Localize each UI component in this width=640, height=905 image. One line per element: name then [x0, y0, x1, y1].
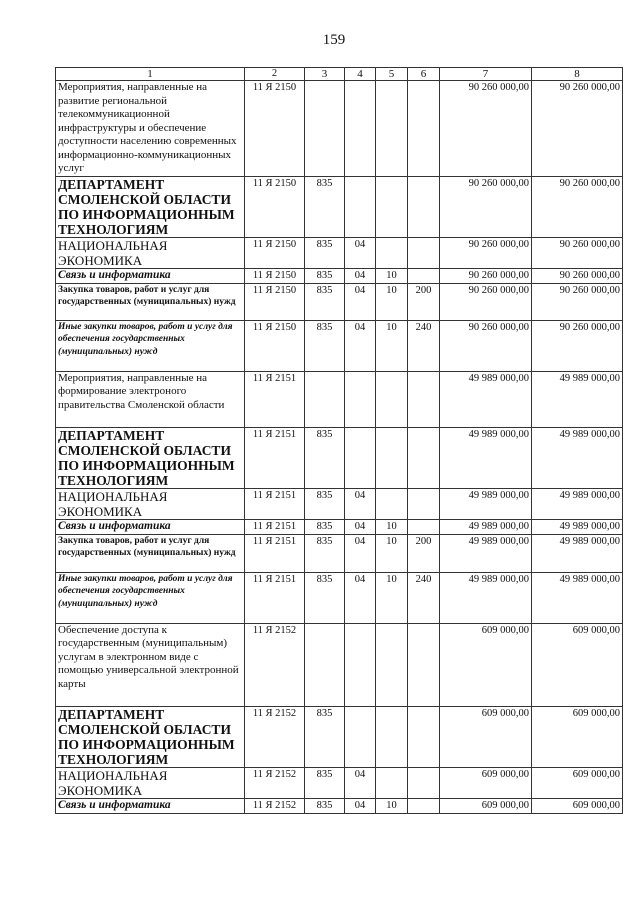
expense-type-code [408, 623, 440, 706]
amount-year-1: 90 260 000,00 [440, 237, 532, 268]
column-header-5: 5 [376, 68, 408, 81]
amount-year-1: 49 989 000,00 [440, 534, 532, 572]
subsection-code [376, 176, 408, 237]
ministry-code: 835 [305, 767, 345, 798]
table-row [56, 623, 623, 706]
subsection-code: 10 [376, 534, 408, 572]
subsection-code: 10 [376, 268, 408, 283]
expense-type-code [408, 176, 440, 237]
budget-table [55, 67, 623, 814]
amount-year-1: 49 989 000,00 [440, 427, 532, 488]
subsection-code: 10 [376, 572, 408, 623]
target-article-code: 11 Я 2150 [245, 268, 305, 283]
section-code: 04 [345, 320, 376, 371]
table-body [56, 81, 623, 814]
table-row [56, 534, 623, 572]
column-header-3: 3 [305, 68, 345, 81]
table-row [56, 283, 623, 320]
amount-year-1: 609 000,00 [440, 798, 532, 813]
table-row [56, 320, 623, 371]
expense-type-code [408, 706, 440, 767]
section-code: 04 [345, 798, 376, 813]
amount-year-1: 49 989 000,00 [440, 572, 532, 623]
section-code: 04 [345, 767, 376, 798]
amount-year-2: 90 260 000,00 [532, 320, 623, 371]
row-name: НАЦИОНАЛЬНАЯ ЭКОНОМИКА [56, 767, 245, 798]
section-code [345, 427, 376, 488]
row-name: Закупка товаров, работ и услуг для государственных (муниципальных) нужд [56, 283, 245, 320]
row-name: Закупка товаров, работ и услуг для государственных (муниципальных) нужд [56, 534, 245, 572]
subsection-code: 10 [376, 519, 408, 534]
column-header-7: 7 [440, 68, 532, 81]
amount-year-2: 90 260 000,00 [532, 268, 623, 283]
subsection-code [376, 623, 408, 706]
ministry-code [305, 623, 345, 706]
target-article-code: 11 Я 2151 [245, 427, 305, 488]
section-code: 04 [345, 488, 376, 519]
table-row [56, 767, 623, 798]
table-row [56, 519, 623, 534]
section-code [345, 371, 376, 427]
row-name: НАЦИОНАЛЬНАЯ ЭКОНОМИКА [56, 488, 245, 519]
row-name: НАЦИОНАЛЬНАЯ ЭКОНОМИКА [56, 237, 245, 268]
subsection-code [376, 488, 408, 519]
subsection-code [376, 371, 408, 427]
expense-type-code: 200 [408, 534, 440, 572]
target-article-code: 11 Я 2150 [245, 320, 305, 371]
amount-year-1: 609 000,00 [440, 706, 532, 767]
expense-type-code [408, 767, 440, 798]
section-code [345, 81, 376, 177]
table-row [56, 81, 623, 177]
amount-year-1: 49 989 000,00 [440, 371, 532, 427]
subsection-code [376, 767, 408, 798]
amount-year-1: 609 000,00 [440, 767, 532, 798]
ministry-code: 835 [305, 176, 345, 237]
table-row [56, 427, 623, 488]
ministry-code: 835 [305, 427, 345, 488]
target-article-code: 11 Я 2150 [245, 283, 305, 320]
target-article-code: 11 Я 2151 [245, 534, 305, 572]
subsection-code: 10 [376, 320, 408, 371]
target-article-code: 11 Я 2151 [245, 488, 305, 519]
amount-year-1: 90 260 000,00 [440, 283, 532, 320]
row-name: Обеспечение доступа к государственным (муниципальным) услугам в электронном виде с помощью универсальной электронной карты [56, 623, 245, 706]
table-row [56, 572, 623, 623]
amount-year-2: 609 000,00 [532, 706, 623, 767]
amount-year-2: 609 000,00 [532, 798, 623, 813]
ministry-code [305, 81, 345, 177]
subsection-code [376, 81, 408, 177]
column-header-8: 8 [532, 68, 623, 81]
table-row [56, 237, 623, 268]
target-article-code: 11 Я 2152 [245, 767, 305, 798]
target-article-code: 11 Я 2152 [245, 798, 305, 813]
expense-type-code: 200 [408, 283, 440, 320]
amount-year-1: 90 260 000,00 [440, 81, 532, 177]
section-code [345, 623, 376, 706]
expense-type-code [408, 237, 440, 268]
row-name: ДЕПАРТАМЕНТ СМОЛЕНСКОЙ ОБЛАСТИ ПО ИНФОРМАЦИОННЫМ ТЕХНОЛОГИЯМ [56, 706, 245, 767]
subsection-code [376, 427, 408, 488]
subsection-code: 10 [376, 283, 408, 320]
amount-year-2: 90 260 000,00 [532, 237, 623, 268]
target-article-code: 11 Я 2150 [245, 81, 305, 177]
target-article-code: 11 Я 2151 [245, 371, 305, 427]
subsection-code: 10 [376, 798, 408, 813]
ministry-code: 835 [305, 320, 345, 371]
expense-type-code [408, 268, 440, 283]
expense-type-code [408, 798, 440, 813]
amount-year-1: 49 989 000,00 [440, 488, 532, 519]
expense-type-code: 240 [408, 572, 440, 623]
row-name: ДЕПАРТАМЕНТ СМОЛЕНСКОЙ ОБЛАСТИ ПО ИНФОРМАЦИОННЫМ ТЕХНОЛОГИЯМ [56, 427, 245, 488]
row-name: ДЕПАРТАМЕНТ СМОЛЕНСКОЙ ОБЛАСТИ ПО ИНФОРМАЦИОННЫМ ТЕХНОЛОГИЯМ [56, 176, 245, 237]
amount-year-1: 90 260 000,00 [440, 176, 532, 237]
ministry-code [305, 371, 345, 427]
amount-year-2: 49 989 000,00 [532, 519, 623, 534]
expense-type-code [408, 371, 440, 427]
ministry-code: 835 [305, 488, 345, 519]
amount-year-2: 90 260 000,00 [532, 81, 623, 177]
table-row [56, 176, 623, 237]
target-article-code: 11 Я 2152 [245, 706, 305, 767]
target-article-code: 11 Я 2151 [245, 519, 305, 534]
target-article-code: 11 Я 2150 [245, 237, 305, 268]
header-row [56, 68, 623, 81]
section-code: 04 [345, 534, 376, 572]
table-row [56, 706, 623, 767]
amount-year-2: 609 000,00 [532, 623, 623, 706]
ministry-code: 835 [305, 283, 345, 320]
row-name: Мероприятия, направленные на развитие региональной телекоммуникационной инфраструктуры и обеспечение доступности населению современных информационно-коммуникационных услуг [56, 81, 245, 177]
amount-year-2: 49 989 000,00 [532, 572, 623, 623]
column-header-4: 4 [345, 68, 376, 81]
amount-year-2: 90 260 000,00 [532, 176, 623, 237]
column-header-6: 6 [408, 68, 440, 81]
page-number: 159 [322, 32, 346, 48]
section-code: 04 [345, 283, 376, 320]
row-name: Связь и информатика [56, 798, 245, 813]
amount-year-2: 49 989 000,00 [532, 488, 623, 519]
table-row [56, 268, 623, 283]
ministry-code: 835 [305, 572, 345, 623]
row-name: Иные закупки товаров, работ и услуг для обеспечения государственных (муниципальных) нужд [56, 572, 245, 623]
section-code [345, 176, 376, 237]
amount-year-2: 90 260 000,00 [532, 283, 623, 320]
section-code: 04 [345, 237, 376, 268]
expense-type-code: 240 [408, 320, 440, 371]
amount-year-1: 609 000,00 [440, 623, 532, 706]
expense-type-code [408, 488, 440, 519]
target-article-code: 11 Я 2151 [245, 572, 305, 623]
expense-type-code [408, 81, 440, 177]
amount-year-2: 49 989 000,00 [532, 427, 623, 488]
amount-year-1: 90 260 000,00 [440, 320, 532, 371]
section-code: 04 [345, 519, 376, 534]
expense-type-code [408, 427, 440, 488]
section-code: 04 [345, 572, 376, 623]
ministry-code: 835 [305, 519, 345, 534]
ministry-code: 835 [305, 237, 345, 268]
subsection-code [376, 706, 408, 767]
amount-year-2: 49 989 000,00 [532, 371, 623, 427]
row-name: Мероприятия, направленные на формирование электроного правительства Смоленской области [56, 371, 245, 427]
section-code: 04 [345, 268, 376, 283]
subsection-code [376, 237, 408, 268]
amount-year-2: 49 989 000,00 [532, 534, 623, 572]
table-row [56, 488, 623, 519]
row-name: Связь и информатика [56, 519, 245, 534]
row-name: Связь и информатика [56, 268, 245, 283]
target-article-code: 11 Я 2150 [245, 176, 305, 237]
amount-year-1: 49 989 000,00 [440, 519, 532, 534]
ministry-code: 835 [305, 534, 345, 572]
table-row [56, 798, 623, 813]
row-name: Иные закупки товаров, работ и услуг для обеспечения государственных (муниципальных) нужд [56, 320, 245, 371]
ministry-code: 835 [305, 268, 345, 283]
column-header-2: 2 [245, 68, 305, 81]
amount-year-2: 609 000,00 [532, 767, 623, 798]
table-row [56, 371, 623, 427]
ministry-code: 835 [305, 706, 345, 767]
expense-type-code [408, 519, 440, 534]
column-header-1: 1 [56, 68, 245, 81]
section-code [345, 706, 376, 767]
ministry-code: 835 [305, 798, 345, 813]
amount-year-1: 90 260 000,00 [440, 268, 532, 283]
target-article-code: 11 Я 2152 [245, 623, 305, 706]
